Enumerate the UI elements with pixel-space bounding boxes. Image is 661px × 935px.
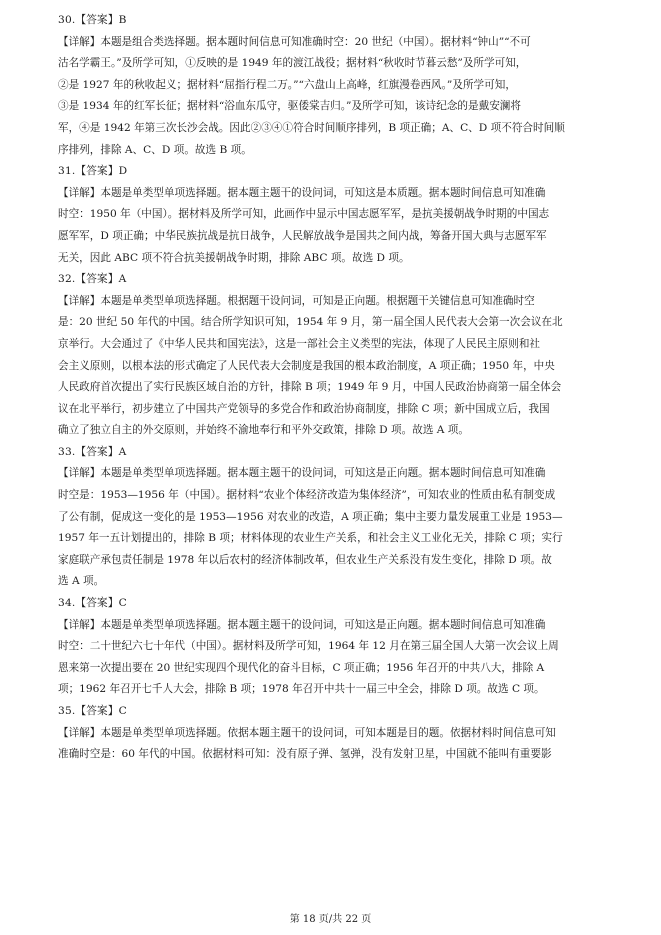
explanation-text-line: ③是 1934 年的红军长征；据材料“浴血东瓜守，驱倭棠吉归。”及所学可知，该诗纪念的是戴安澜将 <box>58 100 521 113</box>
explanation-text-line: 愿军军，D 项正确；中华民族抗战是抗日战争，人民解放战争是国共之间内战，筹备开国大典与志愿军军 <box>58 229 547 242</box>
explanation-text-line: 会主义原则，以根本法的形式确定了人民代表大会制度是我国的根本政治制度，A 项正确；1950 年，中央 <box>58 359 555 372</box>
document-body <box>58 10 606 766</box>
answer-heading: 31.【答案】D <box>58 165 128 178</box>
explanation-text-line: 【详解】本题是单类型单项选择题。据本题主题干的设问词，可知这是正向题。据本题时间信息可知准确 <box>58 467 546 480</box>
explanation-text-line: 【详解】本题是单类型单项选择题。据本题主题干的设问词，可知这是正向题。据本题时间信息可知准确 <box>58 618 546 631</box>
explanation-text-line: 军，④是 1942 年第三次长沙会战。因此②③④①符合时间顺序排列，B 项正确；A、C、D 项不符合时间顺 <box>58 121 565 134</box>
explanation-text-line: 准确时空是：60 年代的中国。依据材料可知：没有原子弹、氢弹，没有发射卫星，中国就不能叫有重要影 <box>58 748 552 761</box>
explanation-text-line: 【详解】本题是组合类选择题。据本题时间信息可知准确时空：20 世纪（中国）。据材料“钟山”“不可 <box>58 35 531 48</box>
explanation-text-line: 【详解】本题是单类型单项选择题。依据本题主题干的设问词，可知本题是目的题。依据材料时间信息可知 <box>58 726 556 739</box>
answer-heading: 30.【答案】B <box>58 14 127 26</box>
explanation-text-line: 序排列，排除 A、C、D 项。故选 B 项。 <box>58 143 252 156</box>
explanation-text-line: 时空：1950 年（中国）。据材料及所学可知，此画作中显示中国志愿军军，是抗美援朝战争时期的中国志 <box>58 208 550 221</box>
explanation-text-line: 恩来第一次提出要在 20 世纪实现四个现代化的奋斗目标，C 项正确；1956 年召开的中共八大，排除 A <box>58 661 545 674</box>
explanation-text-line: 确立了独立自主的外交原则，并始终不渝地奉行和平外交政策，排除 D 项。故选 A 项。 <box>58 424 469 437</box>
explanation-text-line: 家庭联产承包责任制是 1978 年以后农村的经济体制改革，但农业生产关系没有发生变化，排除 D 项。故 <box>58 553 552 566</box>
explanation-text-line: 选 A 项。 <box>58 575 105 588</box>
explanation-text-line: 议在北平举行，初步建立了中国共产党领导的多党合作和政治协商制度，排除 C 项；新中国成立后，我国 <box>58 402 550 415</box>
explanation-text-line: 时空：二十世纪六七十年代（中国）。据材料及所学可知，1964 年 12 月在第三届全国人大第一次会议上周 <box>58 640 559 653</box>
explanation-text-line: 京举行。大会通过了《中华人民共和国宪法》，这是一部社会主义类型的宪法，体现了人民民主原则和社 <box>58 337 541 350</box>
page-number-footer: 第 18 页/共 22 页 <box>289 914 372 925</box>
explanation-text-line: 了公有制，促成这一变化的是 1953—1956 对农业的改造，A 项正确；集中主要力量发展重工业是 1953— <box>58 510 563 523</box>
explanation-text-line: 1957 年一五计划提出的，排除 B 项；材料体现的农业生产关系，和社会主义工业化无关，排除 C 项；实行 <box>58 532 563 545</box>
answer-heading: 35.【答案】C <box>58 705 127 717</box>
explanation-text-line: 是：20 世纪 50 年代的中国。结合所学知识可知，1954 年 9 月，第一届全国人民代表大会第一次会议在北 <box>58 316 563 329</box>
answer-heading: 32.【答案】A <box>58 273 127 286</box>
explanation-text-line: ②是 1927 年的秋收起义；据材料“屈指行程二万。”“六盘山上高峰，红旗漫卷西风。”及所学可知， <box>58 78 516 91</box>
explanation-text-line: 沽名学霸王。”及所学可知，①反映的是 1949 年的渡江战役；据材料“秋收时节暮云愁”及所学可知， <box>58 57 527 70</box>
answer-heading: 33.【答案】A <box>58 445 127 458</box>
answer-heading: 34.【答案】C <box>58 597 127 610</box>
explanation-text-line: 人民政府首次提出了实行民族区域自治的方针，排除 B 项；1949 年 9 月，中国人民政治协商第一届全体会 <box>58 381 562 394</box>
explanation-text-line: 【详解】本题是单类型单项选择题。根据题干设问词，可知是正向题。根据题干关键信息可知准确时空 <box>58 294 535 307</box>
explanation-text-line: 【详解】本题是单类型单项选择题。据本题主题干的设问词，可知这是本质题。据本题时间信息可知准确 <box>58 186 546 199</box>
explanation-text-line: 无关，因此 ABC 项不符合抗美援朝战争时期，排除 ABC 项。故选 D 项。 <box>58 251 410 264</box>
explanation-text-line: 项；1962 年召开七千人大会，排除 B 项；1978 年召开中共十一届三中全会，排除 D 项。故选 C 项。 <box>58 683 545 696</box>
explanation-text-line: 时空是：1953—1956 年（中国）。据材料“农业个体经济改造为集体经济”，可知农业的性质由私有制变成 <box>58 489 556 502</box>
